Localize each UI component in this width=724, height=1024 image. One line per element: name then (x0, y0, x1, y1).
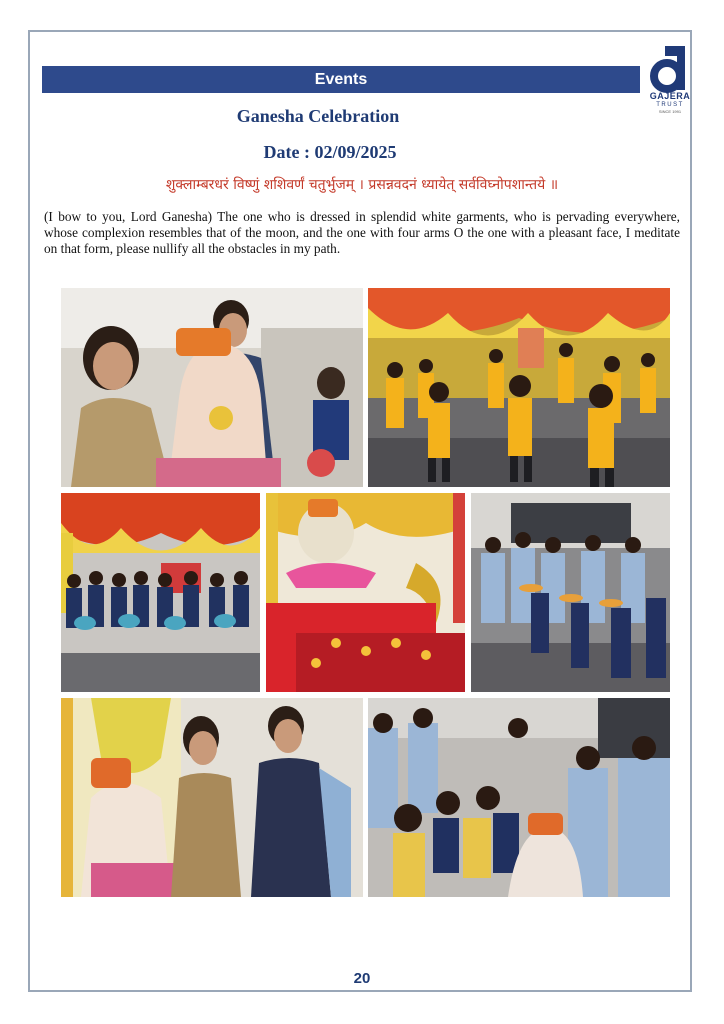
photo-offering-idol (61, 698, 363, 897)
photo-aarti-procession (471, 493, 670, 692)
photo-children-prayer (368, 698, 670, 897)
photo-children-dance (368, 288, 670, 487)
shloka-translation: (I bow to you, Lord Ganesha) The one who is dressed in splendid white garments, who is pervading everywhere, whose complexion resembles that of the moon, and the one with four arms O the one with a pleasant face, I meditate on that form, please nullify all the obstacles in my path. (44, 209, 680, 256)
logo-sub: TRUST (656, 102, 684, 108)
logo-name: GAJERA (649, 91, 691, 101)
photo-children-drums (61, 493, 260, 692)
photo-decorated-altar (266, 493, 465, 692)
sanskrit-shloka: शुक्लाम्बरधरं विष्णुं शशिवर्णं चतुर्भुजम् । प्रसन्नवदनं ध्यायेत् सर्वविघ्नोपशान्तये ॥ (165, 177, 559, 193)
logo-since: SINCE 1991 (658, 109, 682, 114)
page-number: 20 (353, 970, 371, 987)
event-date: Date : 02/09/2025 (263, 142, 397, 162)
section-banner: Events (42, 66, 640, 93)
photo-teachers-with-idol (61, 288, 363, 487)
event-title: Ganesha Celebration (236, 106, 400, 126)
logo-text (645, 92, 695, 114)
